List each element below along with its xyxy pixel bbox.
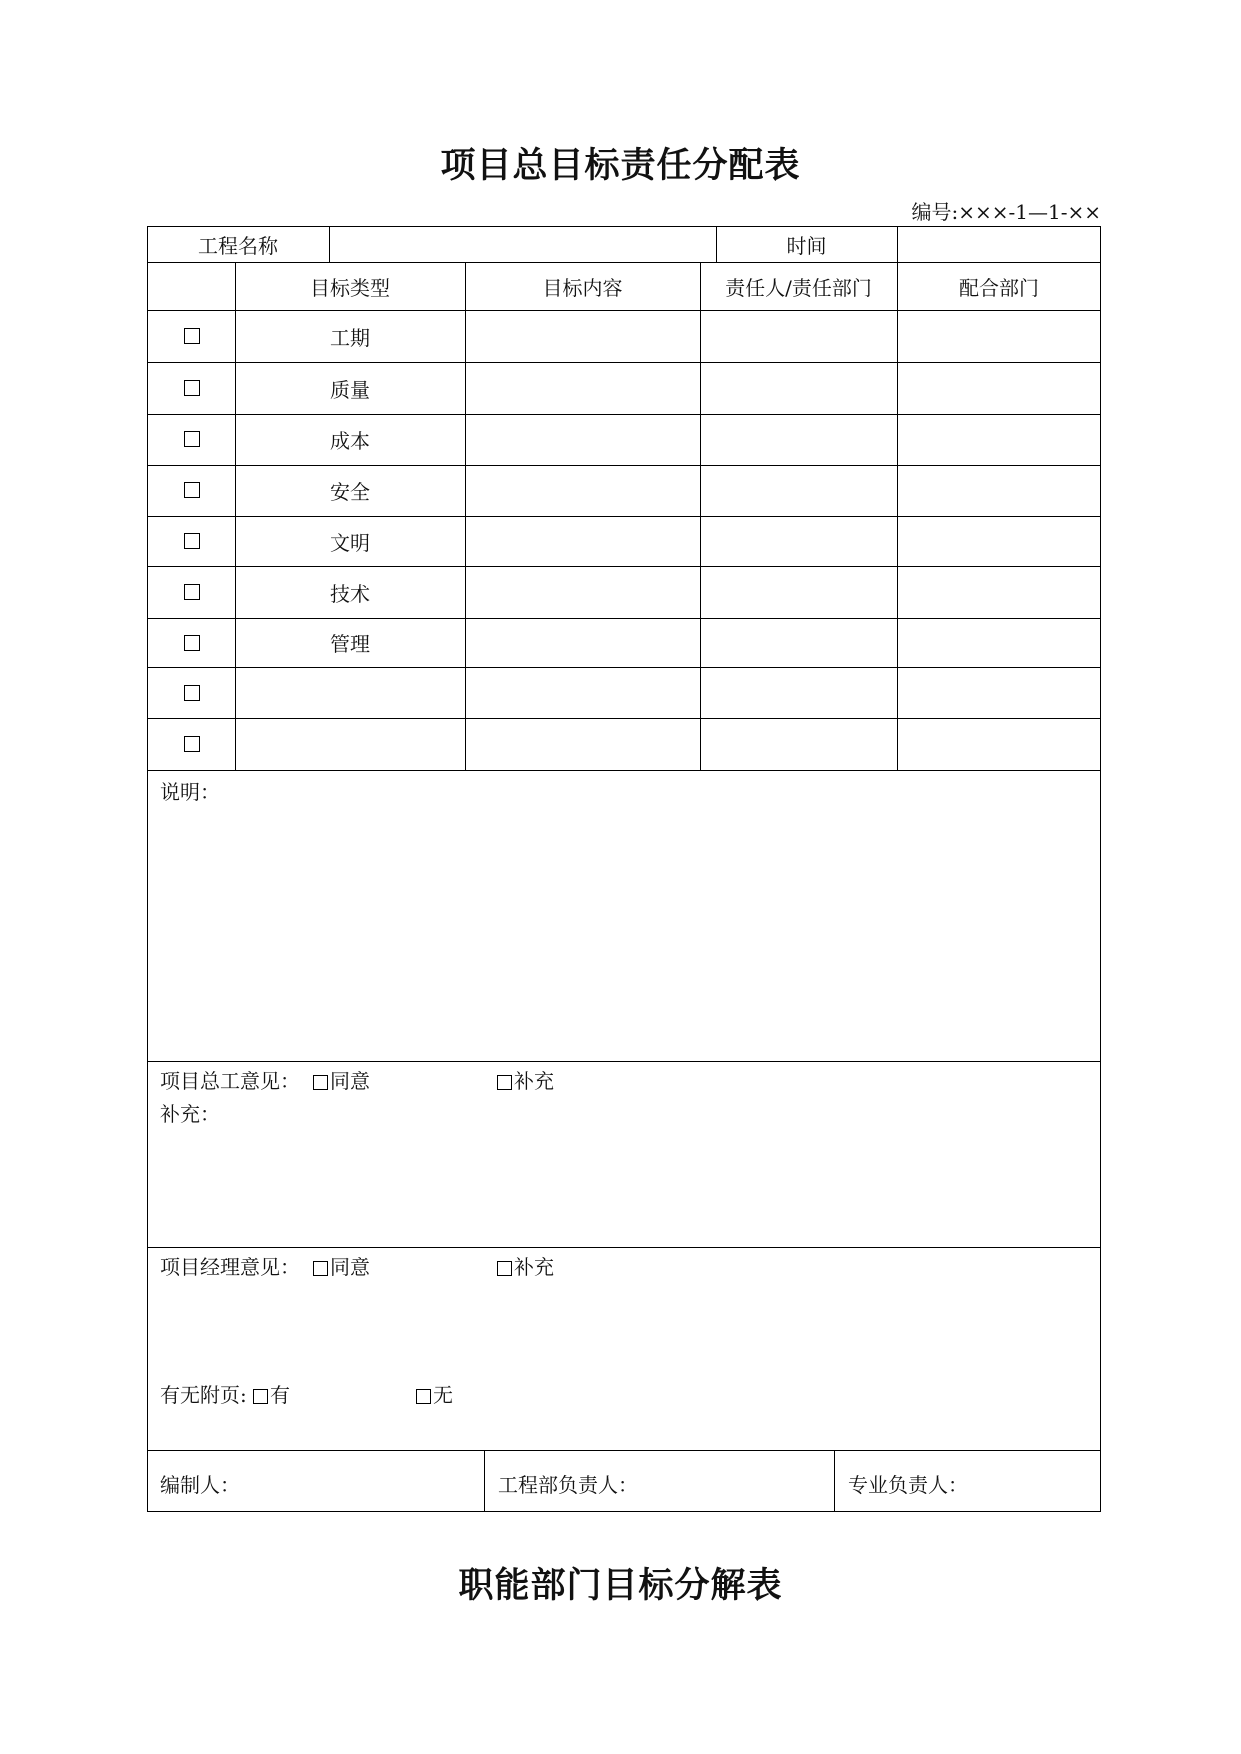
attachment-yes-option[interactable]: 有	[253, 1379, 290, 1408]
target-type-cell[interactable]	[235, 667, 465, 718]
responsible-cell[interactable]	[700, 465, 897, 516]
row-checkbox[interactable]	[184, 533, 200, 549]
specialist-label: 专业负责人：	[848, 1473, 968, 1497]
responsible-cell[interactable]	[700, 414, 897, 465]
row-checkbox[interactable]	[184, 736, 200, 752]
column-header-target-type: 目标类型	[310, 275, 390, 300]
row-checkbox[interactable]	[184, 328, 200, 344]
cooperating-cell[interactable]	[897, 516, 1101, 566]
cooperating-cell[interactable]	[897, 667, 1101, 718]
target-type-cell: 质量	[330, 377, 370, 402]
row-checkbox[interactable]	[184, 685, 200, 701]
responsible-cell[interactable]	[700, 618, 897, 667]
row-checkbox[interactable]	[184, 482, 200, 498]
chief-engineer-supplement-option[interactable]: 补充	[497, 1065, 554, 1094]
yes-checkbox[interactable]	[253, 1389, 268, 1404]
cooperating-cell[interactable]	[897, 465, 1101, 516]
target-content-cell[interactable]	[465, 414, 700, 465]
page-title: 项目总目标责任分配表	[440, 145, 801, 186]
target-type-cell: 安全	[330, 480, 370, 504]
target-type-cell: 工期	[330, 325, 370, 350]
column-header-target-content: 目标内容	[542, 275, 623, 300]
target-type-cell: 管理	[330, 632, 370, 656]
compiler-label: 编制人：	[160, 1473, 240, 1497]
target-type-cell: 文明	[330, 530, 370, 555]
agree-checkbox[interactable]	[313, 1075, 328, 1090]
row-checkbox[interactable]	[184, 584, 200, 600]
dept-head-label: 工程部负责人：	[498, 1473, 638, 1497]
responsible-cell[interactable]	[700, 310, 897, 362]
attachment-label: 有无附页:	[160, 1383, 247, 1407]
project-name-label: 工程名称	[198, 233, 278, 258]
target-content-cell[interactable]	[465, 465, 700, 516]
target-content-cell[interactable]	[465, 718, 700, 770]
column-header-cooperating-dept: 配合部门	[959, 275, 1039, 300]
row-checkbox[interactable]	[184, 380, 200, 396]
row-checkbox[interactable]	[184, 431, 200, 447]
supplement-checkbox[interactable]	[497, 1261, 512, 1276]
row-checkbox[interactable]	[184, 635, 200, 651]
project-name-field[interactable]	[329, 226, 716, 262]
target-content-cell[interactable]	[465, 566, 700, 618]
target-type-cell: 成本	[330, 429, 370, 453]
time-label: 时间	[786, 233, 827, 258]
chief-engineer-supplement-label: 补充：	[160, 1102, 220, 1126]
chief-engineer-agree-option[interactable]: 同意	[313, 1065, 370, 1094]
target-type-cell: 技术	[330, 581, 370, 606]
responsible-cell[interactable]	[700, 718, 897, 770]
project-manager-opinion-label: 项目经理意见：	[160, 1255, 300, 1279]
notes-label: 说明：	[160, 780, 220, 804]
cooperating-cell[interactable]	[897, 362, 1101, 414]
cooperating-cell[interactable]	[897, 718, 1101, 770]
target-content-cell[interactable]	[465, 667, 700, 718]
target-content-cell[interactable]	[465, 516, 700, 566]
target-type-cell[interactable]	[235, 718, 465, 770]
project-manager-agree-option[interactable]: 同意	[313, 1251, 370, 1280]
target-content-cell[interactable]	[465, 618, 700, 667]
attachment-no-option[interactable]: 无	[416, 1379, 453, 1408]
cooperating-cell[interactable]	[897, 618, 1101, 667]
section-title: 职能部门目标分解表	[458, 1565, 783, 1606]
responsible-cell[interactable]	[700, 362, 897, 414]
target-content-cell[interactable]	[465, 362, 700, 414]
no-checkbox[interactable]	[416, 1389, 431, 1404]
cooperating-cell[interactable]	[897, 414, 1101, 465]
project-manager-supplement-option[interactable]: 补充	[497, 1251, 554, 1280]
cooperating-cell[interactable]	[897, 566, 1101, 618]
agree-checkbox[interactable]	[313, 1261, 328, 1276]
time-field[interactable]	[897, 226, 1101, 262]
responsible-cell[interactable]	[700, 667, 897, 718]
cooperating-cell[interactable]	[897, 310, 1101, 362]
column-header-responsible: 责任人/责任部门	[725, 275, 872, 300]
supplement-checkbox[interactable]	[497, 1075, 512, 1090]
document-number: 编号:×××-1—1-××	[911, 200, 1101, 224]
target-content-cell[interactable]	[465, 310, 700, 362]
chief-engineer-opinion-label: 项目总工意见：	[160, 1069, 300, 1093]
responsible-cell[interactable]	[700, 566, 897, 618]
notes-area[interactable]	[148, 805, 1100, 1059]
responsible-cell[interactable]	[700, 516, 897, 566]
